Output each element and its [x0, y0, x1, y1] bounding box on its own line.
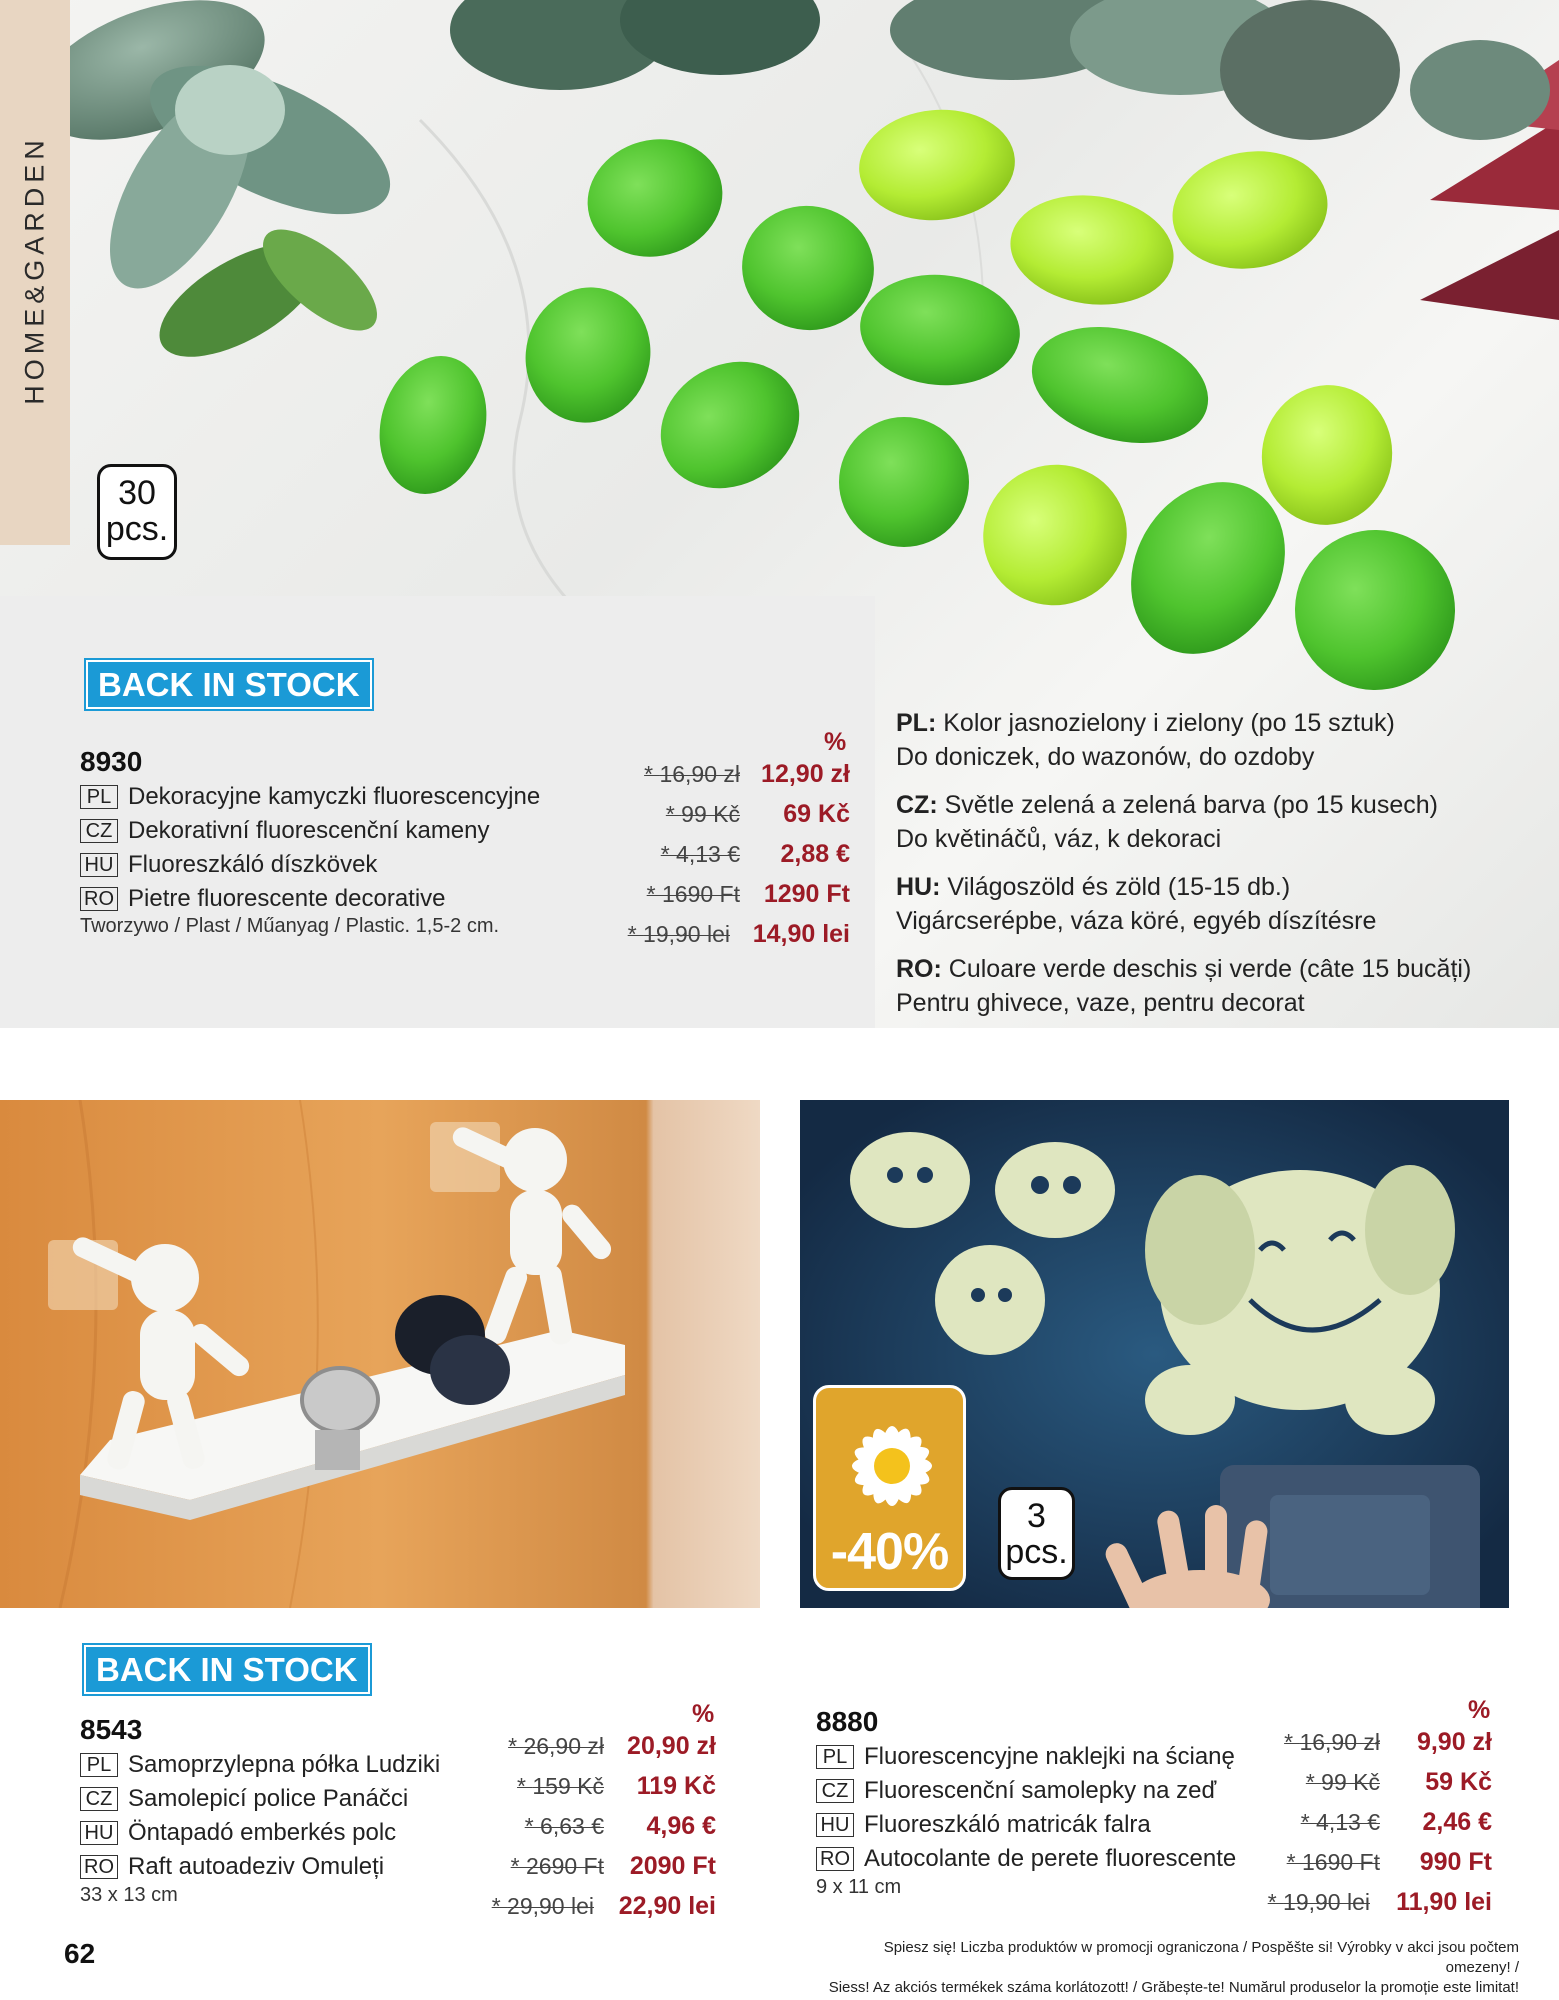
name-text: Fluoreszkáló matricák falra [864, 1811, 1151, 1838]
name-cz [816, 1774, 1236, 1808]
section-tab-label: HOME&GARDEN [19, 135, 50, 405]
promo-footnote [819, 1938, 1519, 1998]
section-tab [0, 0, 70, 545]
product-code: 8930 [80, 746, 143, 777]
desc-line: Vigárcserépbe, váza köré, egyéb díszítésre [896, 907, 1377, 935]
pcs-count: 30 [118, 474, 156, 512]
new-price: 9,90 zł [1416, 1728, 1492, 1756]
lang-code: PL [816, 1745, 854, 1769]
desc-line: Do doniczek, do wazonów, do ozdoby [896, 743, 1315, 771]
elephant-sticker [1145, 1165, 1455, 1435]
new-price: 2,88 € [780, 840, 850, 868]
pcs-badge-30 [97, 464, 177, 560]
footnote-line: Spiesz się! Liczba produktów w promocji ograniczona / Pospěšte si! Výrobky v akci jsou počtem omezeny! / [883, 1939, 1519, 1976]
name-ro [80, 882, 540, 916]
lang-code: CZ [816, 1779, 854, 1803]
name-text: Autocolante de perete fluorescente [864, 1845, 1237, 1872]
back-in-stock-badge: BACK IN STOCK [84, 1645, 370, 1694]
new-price: 12,90 zł [761, 760, 850, 788]
price-row-czk [600, 800, 850, 829]
product-names [816, 1740, 1236, 1876]
price-row-ron [600, 920, 850, 949]
price-row-eur [600, 840, 850, 869]
desc-line: Světle zelená a zelená barva (po 15 kusech) [944, 791, 1438, 819]
name-text: Samolepicí police Panáčci [128, 1785, 409, 1812]
pcs-unit: pcs. [105, 510, 169, 548]
name-text: Raft autoadeziv Omuleți [128, 1853, 385, 1880]
lang-code: PL [80, 785, 118, 809]
pcs-count: 3 [1027, 1497, 1046, 1535]
price-row-eur [460, 1812, 716, 1841]
percent-label: % [824, 728, 847, 756]
new-price: 14,90 lei [752, 920, 850, 948]
desc-ro [896, 952, 1536, 1020]
lang-code: CZ [80, 1787, 118, 1811]
old-price: * 29,90 lei [492, 1893, 594, 1920]
footnote-line: Siess! Az akciós termékek száma korlátozott! / Grăbește-te! Numărul produselor la promoție este limitat! [828, 1979, 1519, 1996]
old-price: * 16,90 zł [644, 761, 740, 788]
old-price: * 1690 Ft [1287, 1849, 1380, 1876]
product-material: Tworzywo / Plast / Műanyag / Plastic. 1,5-2 cm. [80, 915, 500, 937]
name-text: Pietre fluorescente decorative [128, 885, 446, 912]
back-in-stock-badge: BACK IN STOCK [86, 660, 372, 709]
desc-lang: PL: [896, 709, 937, 737]
price-row-czk [460, 1772, 716, 1801]
name-hu [816, 1808, 1236, 1842]
name-text: Fluoreszkáló díszkövek [128, 851, 378, 878]
name-hu [80, 1816, 440, 1850]
new-price: 119 Kč [636, 1772, 716, 1800]
percent-label: % [692, 1700, 715, 1728]
lang-code: PL [80, 1753, 118, 1777]
old-price: * 26,90 zł [508, 1733, 604, 1760]
desc-line: Kolor jasnozielony i zielony (po 15 sztuk) [943, 709, 1395, 737]
percent-label: % [1468, 1696, 1491, 1724]
desc-line: Világoszöld és zöld (15-15 db.) [947, 873, 1291, 901]
name-cz [80, 814, 540, 848]
name-text: Dekoracyjne kamyczki fluorescencyjne [128, 783, 541, 810]
lang-code: CZ [80, 819, 118, 843]
desc-pl [896, 706, 1536, 774]
product-8930-descriptions [896, 706, 1536, 1034]
old-price: * 4,13 € [1301, 1809, 1380, 1836]
product-names [80, 780, 540, 916]
shelf-photo [0, 1100, 760, 1608]
new-price: 1290 Ft [763, 880, 850, 908]
name-pl [816, 1740, 1236, 1774]
desc-lang: HU: [896, 873, 941, 901]
old-price: * 19,90 lei [1268, 1889, 1370, 1916]
sale-percent: -40% [830, 1523, 949, 1581]
old-price: * 16,90 zł [1284, 1729, 1380, 1756]
name-text: Fluorescenční samolepky na zeď [864, 1777, 1217, 1804]
price-row-huf [1240, 1848, 1492, 1877]
pcs-unit: pcs. [1005, 1533, 1068, 1571]
price-row-huf [600, 880, 850, 909]
page-number: 62 [64, 1938, 96, 1969]
desc-lang: RO: [896, 955, 942, 983]
new-price: 11,90 lei [1396, 1888, 1492, 1916]
lang-code: RO [80, 1855, 118, 1879]
name-pl [80, 780, 540, 814]
lang-code: HU [816, 1813, 854, 1837]
desc-line: Do květináčů, váz, k dekoraci [896, 825, 1222, 853]
name-text: Samoprzylepna półka Ludziki [128, 1751, 441, 1778]
succulent-left [17, 0, 411, 380]
price-row-pln [460, 1732, 716, 1761]
lang-code: HU [80, 853, 118, 877]
name-text: Öntapadó emberkés polc [128, 1819, 397, 1846]
new-price: 22,90 lei [618, 1892, 716, 1920]
desc-hu [896, 870, 1536, 938]
price-row-ron [460, 1892, 716, 1921]
price-row-pln [600, 760, 850, 789]
old-price: * 19,90 lei [628, 921, 730, 948]
shelf-illustration [0, 1100, 760, 1608]
price-row-eur [1240, 1808, 1492, 1837]
old-price: * 2690 Ft [511, 1853, 604, 1880]
product-material: 9 x 11 cm [816, 1876, 902, 1898]
product-material: 33 x 13 cm [80, 1884, 178, 1906]
price-row-ron [1240, 1888, 1492, 1917]
desc-line: Pentru ghivece, vaze, pentru decorat [896, 989, 1305, 1017]
product-code: 8543 [80, 1714, 143, 1745]
daisy-icon [816, 1388, 966, 1538]
name-pl [80, 1748, 440, 1782]
old-price: * 99 Kč [1306, 1769, 1380, 1796]
new-price: 2,46 € [1422, 1808, 1492, 1836]
sale-badge [813, 1385, 966, 1591]
product-code: 8880 [816, 1706, 879, 1737]
name-cz [80, 1782, 440, 1816]
new-price: 4,96 € [646, 1812, 716, 1840]
old-price: * 159 Kč [517, 1773, 604, 1800]
pcs-badge-3 [998, 1487, 1075, 1580]
new-price: 69 Kč [783, 800, 850, 828]
price-row-czk [1240, 1768, 1492, 1797]
name-hu [80, 848, 540, 882]
name-ro [816, 1842, 1236, 1876]
price-row-pln [1240, 1728, 1492, 1757]
new-price: 2090 Ft [629, 1852, 716, 1880]
name-ro [80, 1850, 440, 1884]
product-names [80, 1748, 440, 1884]
name-text: Fluorescencyjne naklejki na ścianę [864, 1743, 1235, 1770]
old-price: * 6,63 € [525, 1813, 604, 1840]
succulent-right [1410, 40, 1559, 320]
price-row-huf [460, 1852, 716, 1881]
old-price: * 4,13 € [661, 841, 740, 868]
desc-line: Culoare verde deschis și verde (câte 15 bucăți) [948, 955, 1472, 983]
desc-cz [896, 788, 1536, 856]
lang-code: HU [80, 1821, 118, 1845]
old-price: * 99 Kč [666, 801, 740, 828]
lang-code: RO [816, 1847, 854, 1871]
lang-code: RO [80, 887, 118, 911]
new-price: 20,90 zł [627, 1732, 716, 1760]
new-price: 990 Ft [1419, 1848, 1492, 1876]
desc-lang: CZ: [896, 791, 938, 819]
name-text: Dekorativní fluorescenční kameny [128, 817, 490, 844]
old-price: * 1690 Ft [647, 881, 740, 908]
new-price: 59 Kč [1425, 1768, 1492, 1796]
